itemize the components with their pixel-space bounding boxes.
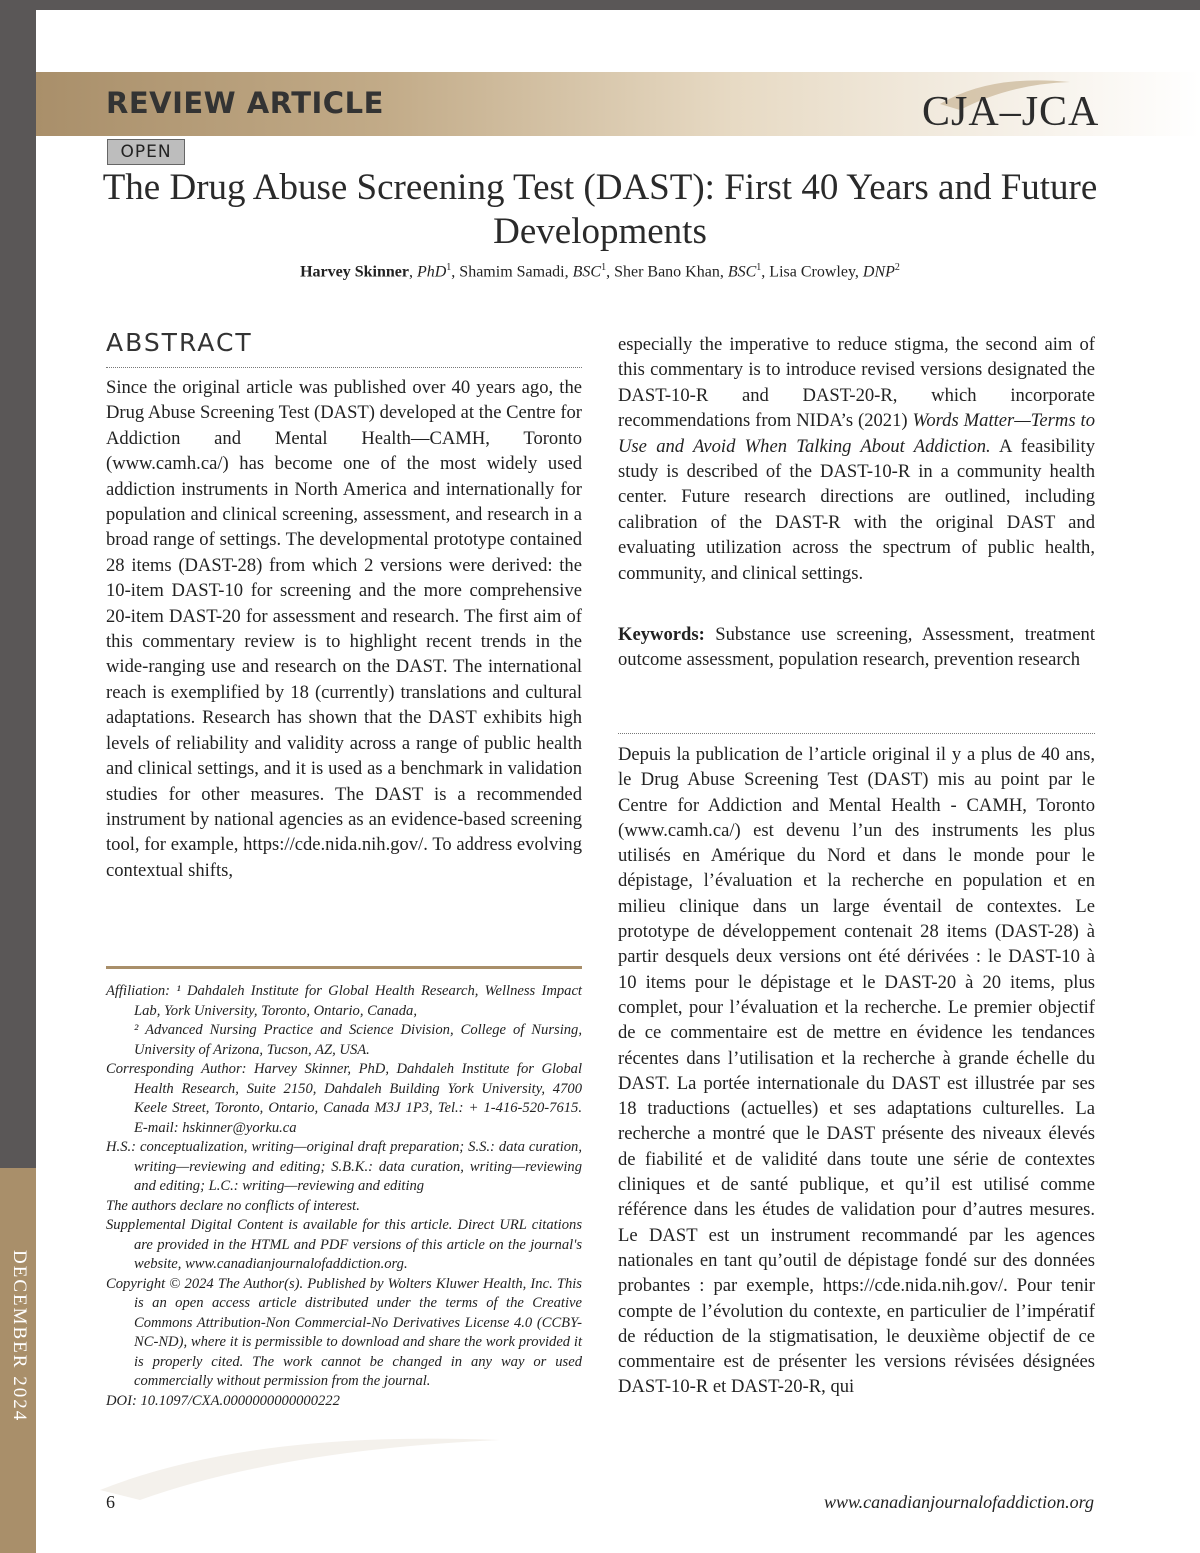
abstract-text: A feasibility study is described of the DAST-10-R in a community health center. Future research directions are outlined, including calibration of the DAST-R with the original DAST and evaluating utilization across the spectrum of public health, community, and clinical settings. [618, 435, 1095, 584]
open-access-badge: OPEN [107, 139, 185, 165]
journal-url[interactable]: www.canadianjournalofaddiction.org [823, 1492, 1094, 1512]
author-degree: PhD [416, 263, 447, 281]
abstract-english-part1: Since the original article was published over 40 years ago, the Drug Abuse Screening Test (DAST) developed at the Centre for Addiction and Mental Health—CAMH, Toronto (www.camh.ca/) has become one of the most widely used addiction instruments in North America and internationally for population and clinical screening, assessment, and research in a broad range of settings. The developmental prototype contained 28 items (DAST-28) from which 2 versions were derived: the 10-item DAST-10 for screening and the more comprehensive 20-item DAST-20 for assessment and research. The first aim of this commentary review is to highlight recent trends in the wide-ranging use and research on the DAST. The international reach is exemplified by 18 (currently) translations and cultural adaptations. Research has shown that the DAST exhibits high levels of reliability and validity across a range of public health and clinical settings, and it is used as a benchmark in validation studies for other measures. The DAST is a recommended instrument by national agencies as an evidence-based screening tool, for example, https://cde.nida.nih.gov/. To address evolving contextual shifts, [106, 377, 582, 881]
affiliation-note-2: ² Advanced Nursing Practice and Science Division, College of Nursing, University of Arizona, Tucson, AZ, USA. [134, 1022, 582, 1058]
abstract-english-part2 [618, 332, 1095, 586]
top-strip [36, 0, 1200, 10]
watermark-swoosh-icon [100, 1420, 500, 1500]
keywords [618, 622, 1095, 673]
author-name: Sher Bano Khan [614, 263, 720, 281]
conflicts-note: The authors declare no conflicts of interest. [106, 1197, 360, 1214]
author-affiliation-mark: 1 [601, 262, 607, 273]
supplemental-note: Supplemental Digital Content is available for this article. Direct URL citations are provided in the HTML and PDF versions of this article on the journal's website, www.canadianjournalofaddiction.org. [106, 1217, 582, 1272]
author-name: Lisa Crowley [769, 263, 855, 281]
abstract-divider [106, 367, 582, 368]
abstract-heading: ABSTRACT [106, 328, 253, 357]
author-list: Harvey Skinner, PhD$^1$, Shamim Samadi, BSC$^1$, Sher Bano Khan, BSC$^1$, Lisa Crowley, DNP$^2$ [300, 262, 900, 281]
doi-note: DOI: 10.1097/CXA.0000000000000222 [106, 1392, 340, 1409]
keywords-list: Substance use screening, Assessment, treatment outcome assessment, population research, prevention research [618, 624, 1095, 671]
issue-month-label: DECEMBER 2024 [9, 1250, 30, 1423]
author-name: Harvey Skinner [300, 263, 409, 281]
author-affiliation-mark: 1 [756, 262, 762, 273]
page-number: 6 [106, 1492, 115, 1512]
author-degree: DNP [862, 263, 895, 281]
journal-logo: CJA–JCA [922, 89, 1100, 135]
abstract-cited-title: Words Matter—Terms to Use and Avoid When Talking About Addiction. [618, 410, 1096, 457]
article-notes [106, 982, 582, 1411]
abstract-french: Depuis la publication de l’article original il y a plus de 40 ans, le Drug Abuse Screening Test (DAST) mis au point par le Centre for Addiction and Mental Health - CAMH, Toronto (www.camh.ca/) est devenu l’un des instruments les plus utilisés en Amérique du Nord et dans le monde pour le dépistage, l’évaluation et la recherche en population et en milieu clinique dans un large éventail de contextes. Le prototype de développement contenait 28 items (DAST-28) à partir desquels deux versions ont été dérivées : le DAST-10 à 10 items pour le dépistage et le DAST-20 à 20 items, plus complet, pour l’évaluation et la recherche. Le premier objectif de ce commentaire est de mettre en évidence les tendances récentes dans l’utilisation et la recherche à grande échelle du DAST. La portée internationale du DAST est illustrée par ses 18 traductions (actuelles) et ses adaptations culturelles. La recherche a montré que le DAST présente des niveaux élevés de fiabilité et de validité dans toute une série de contextes cliniques et de santé publique, et qu’il est utilisé comme référence dans les études de validation pour d’autres mesures. Le DAST est un instrument recommandé par les agences nationales en tant qu’outil de dépistage fondé sur des données probantes : par exemple, https://cde.nida.nih.gov/. Pour tenir compte de l’évolution du contexte, en particulier de l’impératif de réduction de la stigmatisation, le deuxième objectif de ce commentaire est de présenter les versions révisées désignées DAST-10-R et DAST-20-R, qui [618, 744, 1095, 1398]
abstract-text: especially the imperative to reduce stigma, the second aim of this commentary is to introduce revised versions designated the DAST-10-R and DAST-20-R, which incorporate recommendations from NIDA’s (2021) [618, 334, 1095, 432]
author-affiliation-mark: 2 [894, 262, 900, 273]
copyright-note: Copyright © 2024 The Author(s). Published by Wolters Kluwer Health, Inc. This is an open access article distributed under the terms of the Creative Commons Attribution-Non Commercial-No Derivatives License 4.0 (CCBY-NC-ND), where it is permissible to download and share the work provided it is properly cited. The work cannot be changed in any way or used commercially without permission from the journal. [106, 1275, 582, 1389]
article-title: The Drug Abuse Screening Test (DAST): First 40 Years and Future Developments [102, 167, 1098, 252]
contributions-note: H.S.: conceptualization, writing—original draft preparation; S.S.: data curation, writing—reviewing and editing; S.B.K.: data curation, writing—reviewing and editing; L.C.: writing—reviewing and editing [106, 1139, 582, 1194]
left-sidebar-band [0, 0, 36, 1168]
affiliation-note: Affiliation: ¹ Dahdaleh Institute for Global Health Research, Wellness Impact Lab, York University, Toronto, Ontario, Canada, [106, 983, 582, 1019]
keywords-label: Keywords: [618, 624, 705, 645]
footnote-divider [106, 966, 582, 969]
article-type-label: REVIEW ARTICLE [106, 86, 384, 120]
corresponding-author-note: Corresponding Author: Harvey Skinner, PhD, Dahdaleh Institute for Global Health Research, Suite 2150, Dahdaleh Building York University, 4700 Keele Street, Toronto, Ontario, Canada M3J 1P3, Tel.: + 1-416-520-7615. E-mail: hskinner@yorku.ca [106, 1061, 582, 1136]
author-degree: BSC [572, 263, 602, 281]
author-name: Shamim Samadi [459, 263, 565, 281]
author-affiliation-mark: 1 [446, 262, 452, 273]
french-abstract-divider [618, 733, 1095, 734]
author-degree: BSC [727, 263, 757, 281]
